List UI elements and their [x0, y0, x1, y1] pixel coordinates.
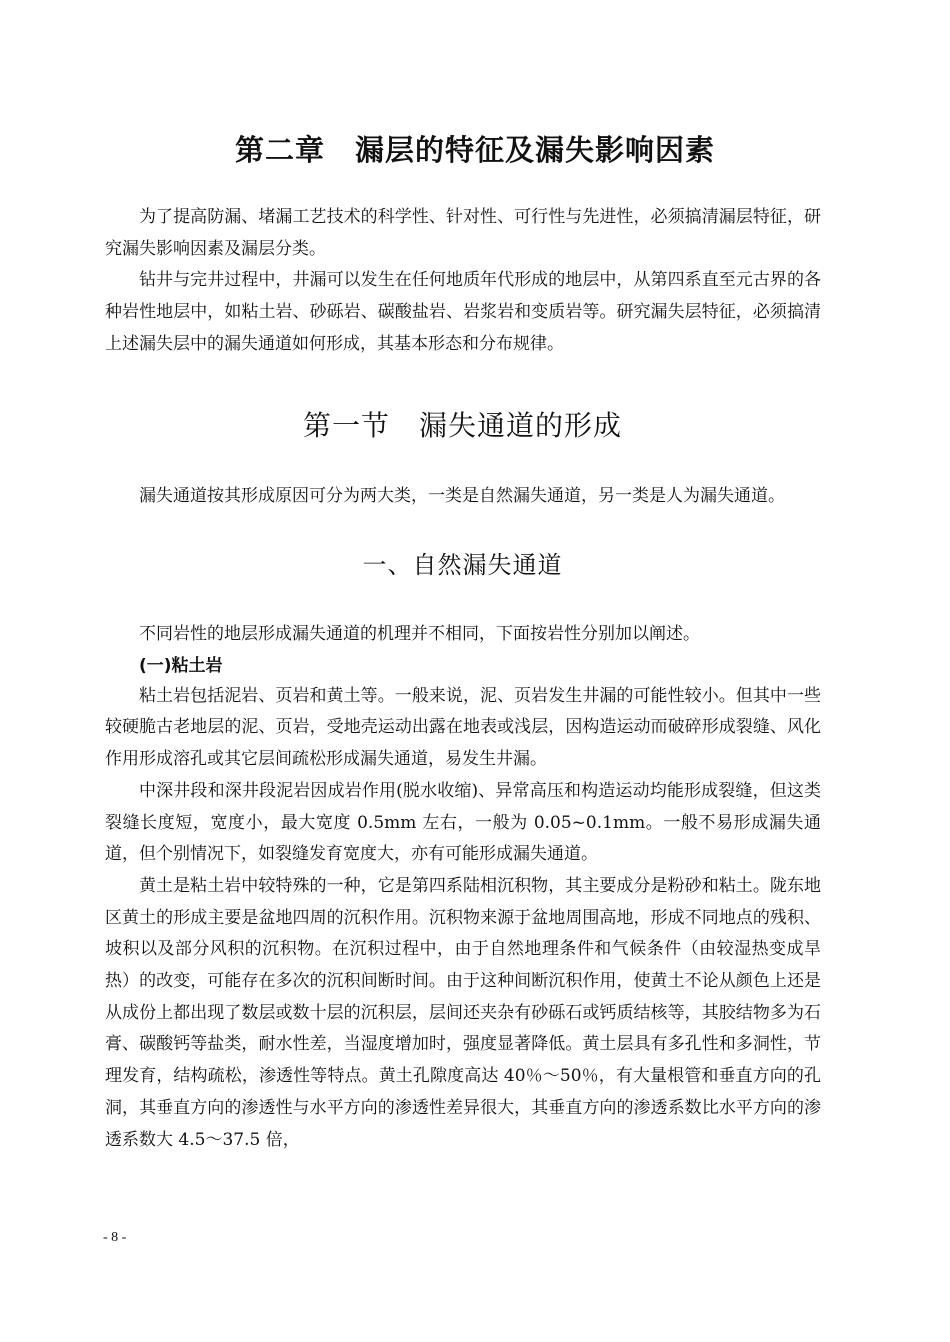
clay-paragraph: 黄土是粘土岩中较特殊的一种，它是第四系陆相沉积物，其主要成分是粉砂和粘土。陇东地区黄土的形成主要是盆地四周的沉积作用。沉积物来源于盆地周围高地，形成不同地点的残积、坡积以及部分风积的沉积物。在沉积过程中，由于自然地理条件和气候条件（由较湿热变成旱热）的改变，可能存在多次的沉积间断时间。由于这种间断沉积作用，使黄土不论从颜色上还是从成份上都出现了数层或数十层的沉积层，层间还夹杂有砂砾石或钙质结核等，其胶结物多为石膏、碳酸钙等盐类，耐水性差，当湿度增加时，强度显著降低。黄土层具有多孔性和多洞性，节理发育，结构疏松，渗透性等特点。黄土孔隙度高达 40％～50％，有大量根管和垂直方向的孔洞，其垂直方向的渗透性与水平方向的渗透性差异很大，其垂直方向的渗透系数比水平方向的渗透系数大 4.5～37.5 倍， — [105, 875, 821, 1150]
clay-paragraph: 中深井段和深井段泥岩因成岩作用(脱水收缩)、异常高压和构造运动均能形成裂缝，但这类裂缝长度短，宽度小，最大宽度 0.5mm 左右，一般为 0.05~0.1mm。一般不易形成漏失通道，但个别情况下，如裂缝发育宽度大，亦有可能形成漏失通道。 — [105, 780, 821, 865]
subsection-title: 一、自然漏失通道 — [362, 551, 563, 579]
section-block — [105, 481, 830, 513]
section-paragraph: 漏失通道按其形成原因可分为两大类，一类是自然漏失通道，另一类是人为漏失通道。 — [139, 486, 785, 506]
clay-heading: (一)粘土岩 — [139, 655, 223, 676]
intro-paragraph: 钻井与完井过程中，井漏可以发生在任何地质年代形成的地层中，从第四系直至元古界的各种岩性地层中，如粘土岩、砂砾岩、碳酸盐岩、岩浆岩和变质岩等。研究漏失层特征，必须搞清上述漏失层中的漏失通道如何形成，其基本形态和分布规律。 — [105, 270, 821, 354]
chapter-title: 第二章 漏层的特征及漏失影响因素 — [234, 133, 715, 167]
clay-paragraph: 粘土岩包括泥岩、页岩和黄土等。一般来说，泥、页岩发生井漏的可能性较小。但其中一些较硬脆古老地层的泥、页岩，受地壳运动出露在地表或浅层，因构造运动而破碎形成裂缝、风化作用形成溶孔或其它层间疏松形成漏失通道，易发生井漏。 — [105, 685, 821, 770]
subsection-paragraph: 不同岩性的地层形成漏失通道的机理并不相同，下面按岩性分别加以阐述。 — [139, 624, 700, 644]
subsection-block — [105, 619, 821, 1156]
intro-paragraph: 为了提高防漏、堵漏工艺技术的科学性、针对性、可行性与先进性，必须搞清漏层特征，研究漏失影响因素及漏层分类。 — [105, 207, 821, 259]
intro-block — [105, 202, 821, 361]
section-title: 第一节 漏失通道的形成 — [302, 409, 622, 442]
page-number: - 8 - — [103, 1230, 127, 1245]
